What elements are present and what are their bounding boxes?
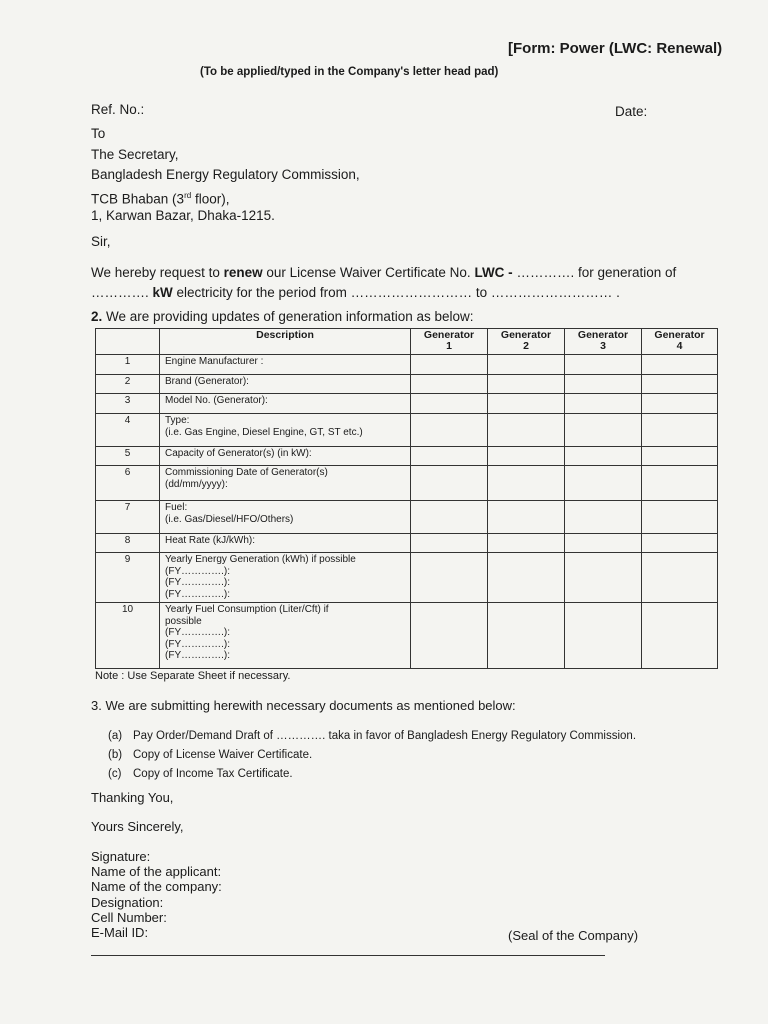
generator-3-cell[interactable] [565,466,642,501]
generator-4-cell[interactable] [642,534,718,553]
designation-label: Designation: [91,894,164,910]
recipient-address [91,124,360,227]
table-row [96,553,718,603]
generator-3-cell[interactable] [565,447,642,466]
table-row [96,394,718,414]
generator-1-cell[interactable] [411,466,488,501]
generation-info-intro: 2. We are providing updates of generation information as below: [91,309,474,324]
generator-2-cell[interactable] [488,375,565,394]
generator-4-cell[interactable] [642,553,718,603]
recipient-line-4: 1, Karwan Bazar, Dhaka-1215. [91,208,275,223]
applicant-name-label: Name of the applicant: [91,864,222,880]
company-seal-label: (Seal of the Company) [508,928,639,943]
cell-number-label: Cell Number: [91,909,167,925]
row-description: Yearly Fuel Consumption (Liter/Cft) if possible (FY………….): (FY………….): (FY………….): [160,603,411,669]
generator-1-cell[interactable] [411,375,488,394]
generator-1-cell[interactable] [411,501,488,534]
document-item: (b) Copy of License Waiver Certificate. [108,749,313,761]
generator-4-cell[interactable] [642,394,718,414]
signature-label: Signature: [91,849,151,864]
generator-4-cell[interactable] [642,603,718,669]
header-generator-3: Generator 3 [565,329,642,355]
generator-1-cell[interactable] [411,447,488,466]
row-description: Yearly Energy Generation (kWh) if possible (FY………….): (FY………….): (FY………….): [160,553,411,603]
table-row [96,466,718,501]
thanking-line: Thanking You, [91,790,174,805]
generator-1-cell[interactable] [411,355,488,375]
to-label: To [91,126,106,141]
generator-1-cell[interactable] [411,534,488,553]
row-number: 7 [96,501,160,534]
generator-4-cell[interactable] [642,355,718,375]
table-row [96,447,718,466]
recipient-line-1: The Secretary, [91,146,179,162]
generator-3-cell[interactable] [565,375,642,394]
generator-4-cell[interactable] [642,375,718,394]
generator-3-cell[interactable] [565,553,642,603]
row-number: 6 [96,466,160,501]
row-description: Capacity of Generator(s) (in kW): [160,447,411,466]
generator-2-cell[interactable] [488,466,565,501]
generator-4-cell[interactable] [642,466,718,501]
table-row [96,603,718,669]
table-row [96,534,718,553]
row-description: Type: (i.e. Gas Engine, Diesel Engine, GT, ST etc.) [160,414,411,447]
generation-info-table [95,328,718,669]
row-number: 5 [96,447,160,466]
generator-4-cell[interactable] [642,447,718,466]
generator-2-cell[interactable] [488,394,565,414]
header-generator-1: Generator 1 [411,329,488,355]
row-number: 1 [96,355,160,375]
header-num [96,329,160,355]
generator-2-cell[interactable] [488,355,565,375]
generator-4-cell[interactable] [642,414,718,447]
generator-3-cell[interactable] [565,355,642,375]
header-generator-4: Generator 4 [642,329,718,355]
documents-list [108,727,636,784]
generator-1-cell[interactable] [411,603,488,669]
generator-2-cell[interactable] [488,447,565,466]
document-item: (a) Pay Order/Demand Draft of …………. taka in favor of Bangladesh Energy Regulatory Commission. [108,730,637,742]
recipient-line-3: TCB Bhaban (3rd floor), [91,190,230,206]
row-number: 10 [96,603,160,669]
generator-3-cell[interactable] [565,394,642,414]
generator-1-cell[interactable] [411,553,488,603]
salutation: Sir, [91,234,111,249]
row-description: Fuel: (i.e. Gas/Diesel/HFO/Others) [160,501,411,534]
recipient-line-2: Bangladesh Energy Regulatory Commission, [91,167,360,182]
row-description: Brand (Generator): [160,375,411,394]
header-generator-2: Generator 2 [488,329,565,355]
row-number: 2 [96,375,160,394]
generator-2-cell[interactable] [488,501,565,534]
table-note: Note : Use Separate Sheet if necessary. [95,670,291,682]
applicant-details [91,849,222,940]
date-label: Date: [615,104,648,119]
row-number: 8 [96,534,160,553]
table-row [96,501,718,534]
document-item: (c) Copy of Income Tax Certificate. [108,768,293,780]
generator-2-cell[interactable] [488,414,565,447]
generator-1-cell[interactable] [411,414,488,447]
row-description: Heat Rate (kJ/kWh): [160,534,411,553]
generator-3-cell[interactable] [565,501,642,534]
renewal-request-paragraph: We hereby request to renew our License Waiver Certificate No. LWC - …………. for generation of …………. kW electricity for the period from ……………………… to ……………………… . [91,265,677,300]
generator-2-cell[interactable] [488,553,565,603]
generator-4-cell[interactable] [642,501,718,534]
row-number: 4 [96,414,160,447]
generator-3-cell[interactable] [565,534,642,553]
generator-3-cell[interactable] [565,603,642,669]
sign-off: Yours Sincerely, [91,819,184,834]
table-row [96,375,718,394]
documents-intro: 3. We are submitting herewith necessary documents as mentioned below: [91,698,516,713]
generator-3-cell[interactable] [565,414,642,447]
row-description: Commissioning Date of Generator(s) (dd/mm/yyyy): [160,466,411,501]
row-description: Engine Manufacturer : [160,355,411,375]
ref-no-label: Ref. No.: [91,102,145,117]
table-row [96,355,718,375]
letterhead-instruction: (To be applied/typed in the Company's letter head pad) [200,66,499,78]
row-description: Model No. (Generator): [160,394,411,414]
generator-2-cell[interactable] [488,534,565,553]
row-number: 9 [96,553,160,603]
generator-1-cell[interactable] [411,394,488,414]
header-description: Description [160,329,411,355]
row-number: 3 [96,394,160,414]
bottom-rule [91,955,605,956]
form-tag: [Form: Power (LWC: Renewal) [508,40,723,57]
table-row [96,414,718,447]
generator-2-cell[interactable] [488,603,565,669]
email-label: E-Mail ID: [91,925,149,941]
company-name-label: Name of the company: [91,879,222,895]
